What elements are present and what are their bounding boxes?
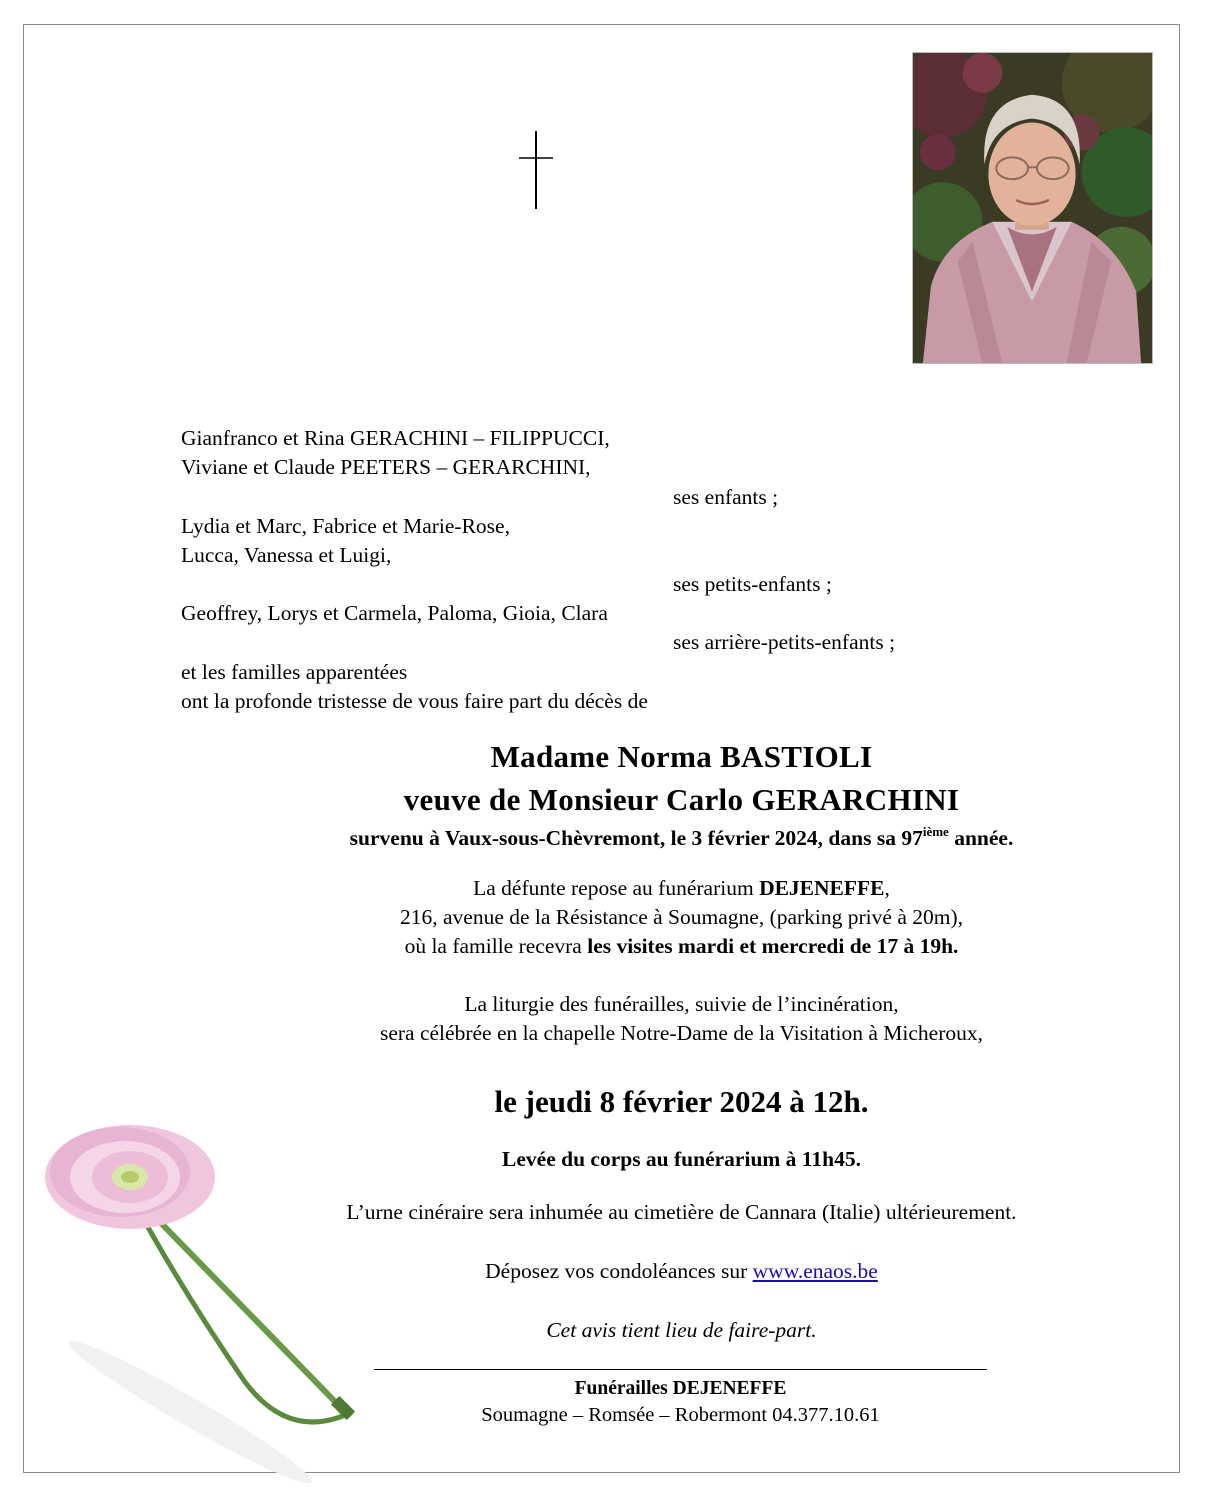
rest-line-1: La défunte repose au funérarium DEJENEFFE,	[473, 876, 890, 900]
family-line-6: et les familles apparentées	[181, 660, 408, 684]
deceased-name: Madame Norma BASTIOLI	[490, 739, 873, 774]
family-line-2: Viviane et Claude PEETERS – GERARCHINI,	[181, 455, 591, 479]
footer-divider	[374, 1369, 987, 1370]
family-line-1: Gianfranco et Rina GERACHINI – FILIPPUCCI,	[181, 426, 610, 450]
liturgy-line-1: La liturgie des funérailles, suivie de l’incinération,	[464, 992, 899, 1016]
children-label: ses enfants ;	[673, 485, 779, 509]
rest-line-2: 216, avenue de la Résistance à Soumagne, (parking privé à 20m),	[400, 905, 963, 929]
levee-text: Levée du corps au funérarium à 11h45.	[502, 1147, 861, 1171]
funeral-company: Funérailles DEJENEFFE	[574, 1378, 787, 1399]
family-line-4: Lucca, Vanessa et Luigi,	[181, 543, 392, 567]
portrait-photo	[912, 52, 1153, 364]
cross-icon	[519, 131, 553, 209]
family-line-5: Geoffrey, Lorys et Carmela, Paloma, Gioia, Clara	[181, 601, 608, 625]
rest-line-3: où la famille recevra les visites mardi et mercredi de 17 à 19h.	[404, 934, 959, 958]
condolences-link[interactable]: www.enaos.be	[752, 1259, 878, 1283]
deceased-widow-of: veuve de Monsieur Carlo GERARCHINI	[403, 782, 960, 817]
funeral-date: le jeudi 8 février 2024 à 12h.	[494, 1084, 869, 1119]
funeral-address: Soumagne – Romsée – Robermont 04.377.10.61	[481, 1404, 880, 1426]
death-info: survenu à Vaux-sous-Chèvremont, le 3 février 2024, dans sa 97ième année.	[349, 824, 1014, 850]
condolences-text: Déposez vos condoléances sur www.enaos.be	[485, 1259, 878, 1283]
family-line-3: Lydia et Marc, Fabrice et Marie-Rose,	[181, 514, 510, 538]
grandchildren-label: ses petits-enfants ;	[673, 572, 832, 596]
family-line-7: ont la profonde tristesse de vous faire part du décès de	[181, 689, 648, 713]
notice-text: Cet avis tient lieu de faire-part.	[546, 1318, 817, 1342]
urne-text: L’urne cinéraire sera inhumée au cimetière de Cannara (Italie) ultérieurement.	[346, 1200, 1017, 1224]
liturgy-line-2: sera célébrée en la chapelle Notre-Dame de la Visitation à Micheroux,	[379, 1021, 984, 1045]
greatgrandchildren-label: ses arrière-petits-enfants ;	[673, 630, 896, 654]
